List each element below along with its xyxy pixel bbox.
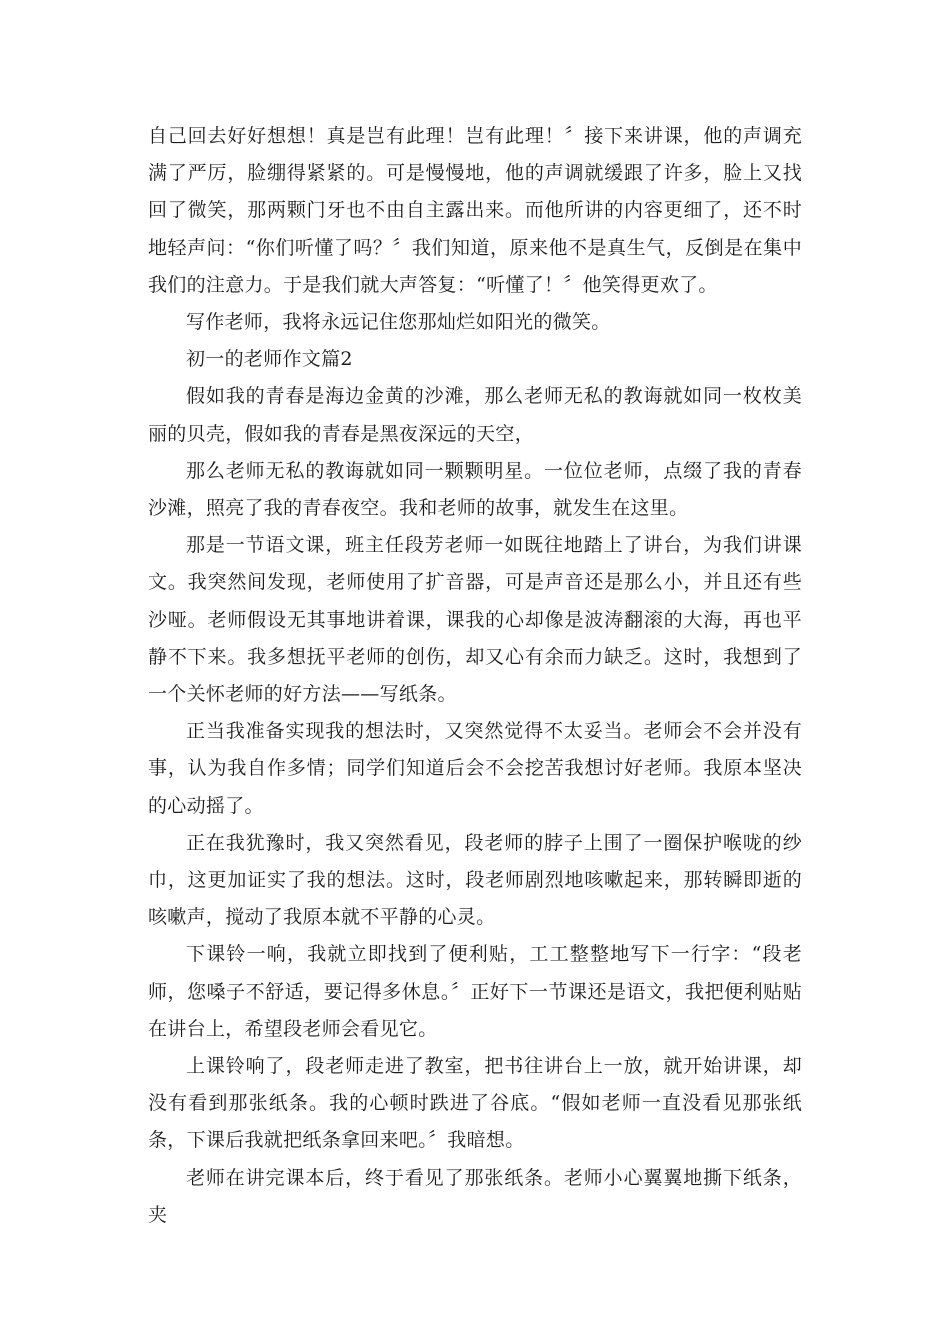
paragraph: 老师在讲完课本后，终于看见了那张纸条。老师小心翼翼地撕下纸条，夹 bbox=[148, 1166, 802, 1226]
paragraph-closing-line: 写作老师，我将永远记住您那灿烂如阳光的微笑。 bbox=[186, 311, 611, 334]
paragraph-continuation: 自己回去好好想想！真是岂有此理！岂有此理！〞接下来讲课，他的声调充满了严厉，脸绷得紧紧的。可是慢慢地，他的声调就缓跟了许多，脸上又找回了微笑，那两颗门牙也不由自主露出来。而他所讲的内容更细了，还不时地轻声问：“你们听懂了吗？〞我们知道，原来他不是真生气，反倒是在集中我们的注意力。于是我们就大声答复：“听懂了！〞他笑得更欢了。 bbox=[148, 125, 802, 296]
paragraph: 正在我犹豫时，我又突然看见，段老师的脖子上围了一圈保护喉咙的纱巾，这更加证实了我的想法。这时，段老师剧烈地咳嗽起来，那转瞬即逝的咳嗽声，搅动了我原本就不平静的心灵。 bbox=[148, 831, 802, 929]
paragraph: 正当我准备实现我的想法时，又突然觉得不太妥当。老师会不会并没有事，认为我自作多情；同学们知道后会不会挖苦我想讨好老师。我原本坚决的心动摇了。 bbox=[148, 720, 802, 817]
paragraph: 那么老师无私的教诲就如同一颗颗明星。一位位老师，点缀了我的青春沙滩，照亮了我的青春夜空。我和老师的故事，就发生在这里。 bbox=[148, 459, 802, 520]
paragraph: 下课铃一响，我就立即找到了便利贴，工工整整地写下一行字：“段老师，您嗓子不舒适，要记得多休息。〞正好下一节课还是语文，我把便利贴贴在讲台上，希望段老师会看见它。 bbox=[148, 943, 802, 1040]
section-heading: 初一的老师作文篇2 bbox=[186, 348, 353, 371]
paragraph: 那是一节语文课，班主任段芳老师一如既往地踏上了讲台，为我们讲课文。我突然间发现，老师使用了扩音器，可是声音还是那么小，并且还有些沙哑。老师假设无其事地讲着课，课我的心却像是波涛翻滚的大海，再也平静不下来。我多想抚平老师的创伤，却又心有余而力缺乏。这时，我想到了一个关怀老师的好方法——写纸条。 bbox=[148, 534, 802, 706]
paragraph: 上课铃响了，段老师走进了教室，把书往讲台上一放，就开始讲课，却没有看到那张纸条。我的心顿时跌进了谷底。“假如老师一直没看见那张纸条，下课后我就把纸条拿回来吧。〞我暗想。 bbox=[148, 1055, 802, 1152]
document-body bbox=[148, 118, 802, 1234]
paragraph: 假如我的青春是海边金黄的沙滩，那么老师无私的教诲就如同一枚枚美丽的贝壳，假如我的青春是黑夜深远的天空， bbox=[148, 385, 802, 445]
